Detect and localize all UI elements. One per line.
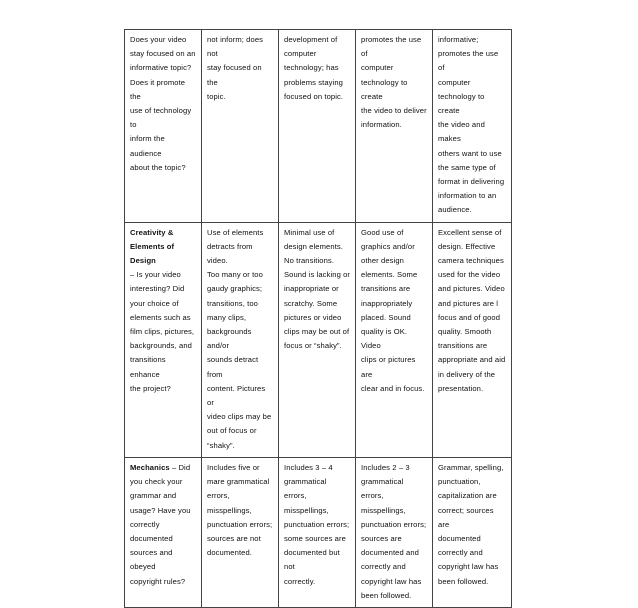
rating-text: Minimal use of design elements. No transitions. Sound is lacking or inappropriate or scratchy. Some pictures or video clips may be out of focus or “shaky”. [284, 227, 351, 351]
rating-cell [433, 30, 512, 223]
rating-text: Grammar, spelling, punctuation, capitalization are correct; sources are documented correctly and copyright law has been followed. [438, 462, 504, 586]
rating-text: promotes the use of computer technology to create the video to deliver information. [361, 35, 427, 130]
rating-text: Excellent sense of design. Effective camera techniques used for the video and pictures. Video and pictures are l focus and of good quality. Smooth transitions are appropriate and aid in delivery of the presentation. [438, 227, 506, 393]
criterion-cell [125, 457, 202, 607]
rating-text: Use of elements detracts from video. Too many or too gaudy graphics; transitions, too many clips, backgrounds and/or sounds detract from content. Pictures or video clips may be out of focus or “shaky”. [207, 227, 272, 450]
rating-cell [433, 222, 512, 457]
rating-cell [433, 457, 512, 607]
rating-cell [202, 222, 279, 457]
rating-cell [202, 30, 279, 223]
criterion-cell [125, 222, 202, 457]
rating-cell [279, 222, 356, 457]
criterion-name: Mechanics [130, 462, 170, 472]
rating-cell [202, 457, 279, 607]
rating-text: development of computer technology; has problems staying focused on topic. [284, 35, 344, 101]
rating-cell [279, 457, 356, 607]
rating-text: informative; promotes the use of computer technology to create the video and makes others want to use the same type of format in delivering information to an audience. [438, 35, 505, 215]
rating-text: Good use of graphics and/or other design elements. Some transitions are inappropriately placed. Sound quality is OK. Video clips or pictures are clear and in focus. [361, 227, 425, 393]
criterion-cell [125, 30, 202, 223]
rating-text: Includes 3 – 4 grammatical errors, misspellings, punctuation errors; some sources are documented but not correctly. [284, 462, 350, 586]
criterion-name: Creativity & Elements of Design [130, 227, 175, 266]
rating-cell [356, 30, 433, 223]
rating-text: not inform; does not stay focused on the topic. [207, 35, 264, 101]
criterion-text: – Did you check your grammar and usage? Have you correctly documented sources and obeyed copyright rules? [130, 462, 191, 586]
rating-cell [279, 30, 356, 223]
criterion-text: Does your video stay focused on an informative topic? Does it promote the use of technology to inform the audience about the topic? [130, 35, 196, 172]
rating-cell [356, 222, 433, 457]
criterion-text: – Is your video interesting? Did your choice of elements such as film clips, pictures, backgrounds, and transitions enhance the project? [130, 270, 195, 393]
table-row [125, 457, 512, 607]
rating-cell [356, 457, 433, 607]
rating-text: Includes five or mare grammatical errors, misspellings, punctuation errors; sources are not documented. [207, 462, 273, 558]
table-row [125, 222, 512, 457]
rubric-table [124, 29, 512, 608]
table-row [125, 30, 512, 223]
rating-text: Includes 2 – 3 grammatical errors, misspellings, punctuation errors; sources are documented and correctly and copyright law has been followed. [361, 462, 427, 600]
